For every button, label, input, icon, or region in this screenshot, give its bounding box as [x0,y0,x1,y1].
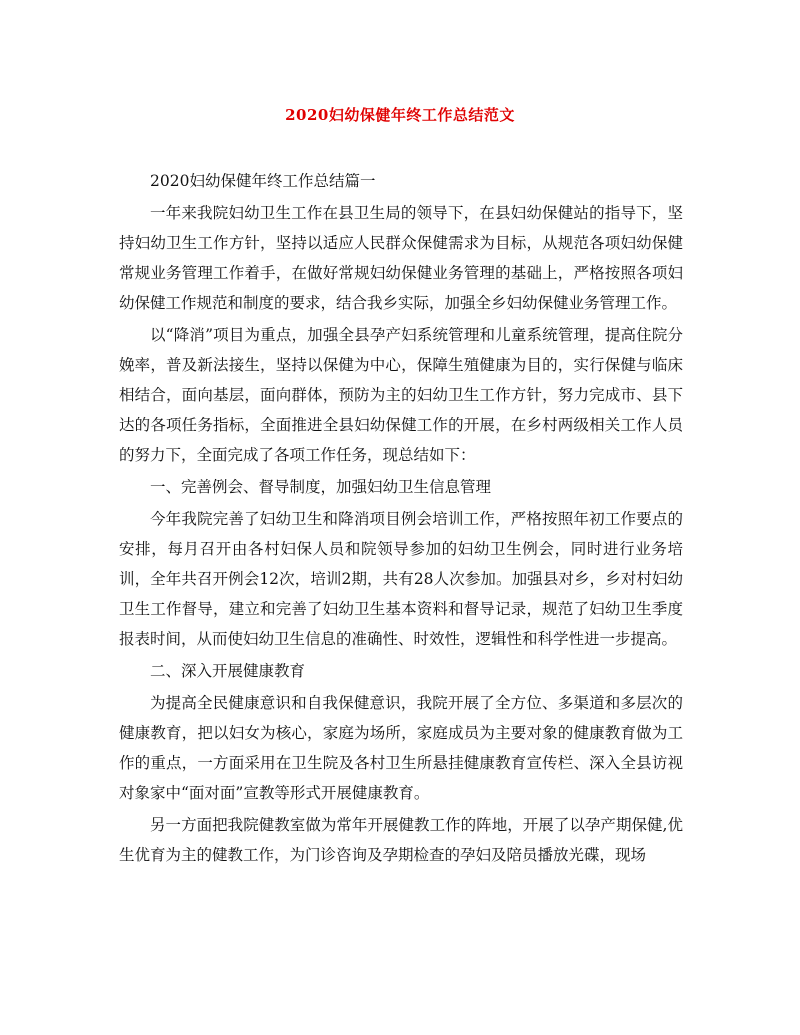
document-body [119,166,683,870]
heading-health-education: 二、深入开展健康教育 [150,662,306,680]
paragraph-intro: 一年来我院妇幼卫生工作在县卫生局的领导下，在县妇幼保健站的指导下，坚持妇幼卫生工作方针，坚持以适应人民群众保健需求为目标，从规范各项妇幼保健常规业务管理工作着手，在做好常规妇幼保健业务管理的基础上，严格按照各项妇幼保健工作规范和制度的要求，结合我乡实际，加强全乡妇幼保健业务管理工作。 [119,204,683,312]
paragraph-health-education: 为提高全民健康意识和自我保健意识，我院开展了全方位、多渠道和多层次的健康教育，把以妇女为核心，家庭为场所，家庭成员为主要对象的健康教育做为工作的重点，一方面采用在卫生院及各村卫生所悬挂健康教育宣传栏、深入全县访视对象家中“面对面”宣教等形式开展健康教育。 [119,694,683,802]
paragraph-focus: 以“降消”项目为重点，加强全县孕产妇系统管理和儿童系统管理，提高住院分娩率，普及新法接生，坚持以保健为中心，保障生殖健康为目的，实行保健与临床相结合，面向基层，面向群体，预防为主的妇幼卫生工作方针，努力完成市、县下达的各项任务指标，全面推进全县妇幼保健工作的开展，在乡村两级相关工作人员的努力下，全面完成了各项工作任务，现总结如下： [119,326,683,464]
paragraph-education-room: 另一方面把我院健教室做为常年开展健教工作的阵地，开展了以孕产期保健,优生优育为主的健教工作，为门诊咨询及孕期检查的孕妇及陪员播放光碟，现场 [119,816,683,864]
paragraph-meetings: 今年我院完善了妇幼卫生和降消项目例会培训工作，严格按照年初工作要点的安排，每月召开由各村妇保人员和院领导参加的妇幼卫生例会，同时进行业务培训，全年共召开例会12次，培训2期，共有28人次参加。加强县对乡，乡对村妇幼卫生工作督导，建立和完善了妇幼卫生基本资料和督导记录，规范了妇幼卫生季度报表时间，从而使妇幼卫生信息的准确性、时效性，逻辑性和科学性进一步提高。 [119,510,683,648]
document-title: 2020妇幼保健年终工作总结范文 [285,106,515,124]
heading-meetings: 一、完善例会、督导制度，加强妇幼卫生信息管理 [150,478,492,496]
paragraph-section-title: 2020妇幼保健年终工作总结篇一 [150,172,376,190]
